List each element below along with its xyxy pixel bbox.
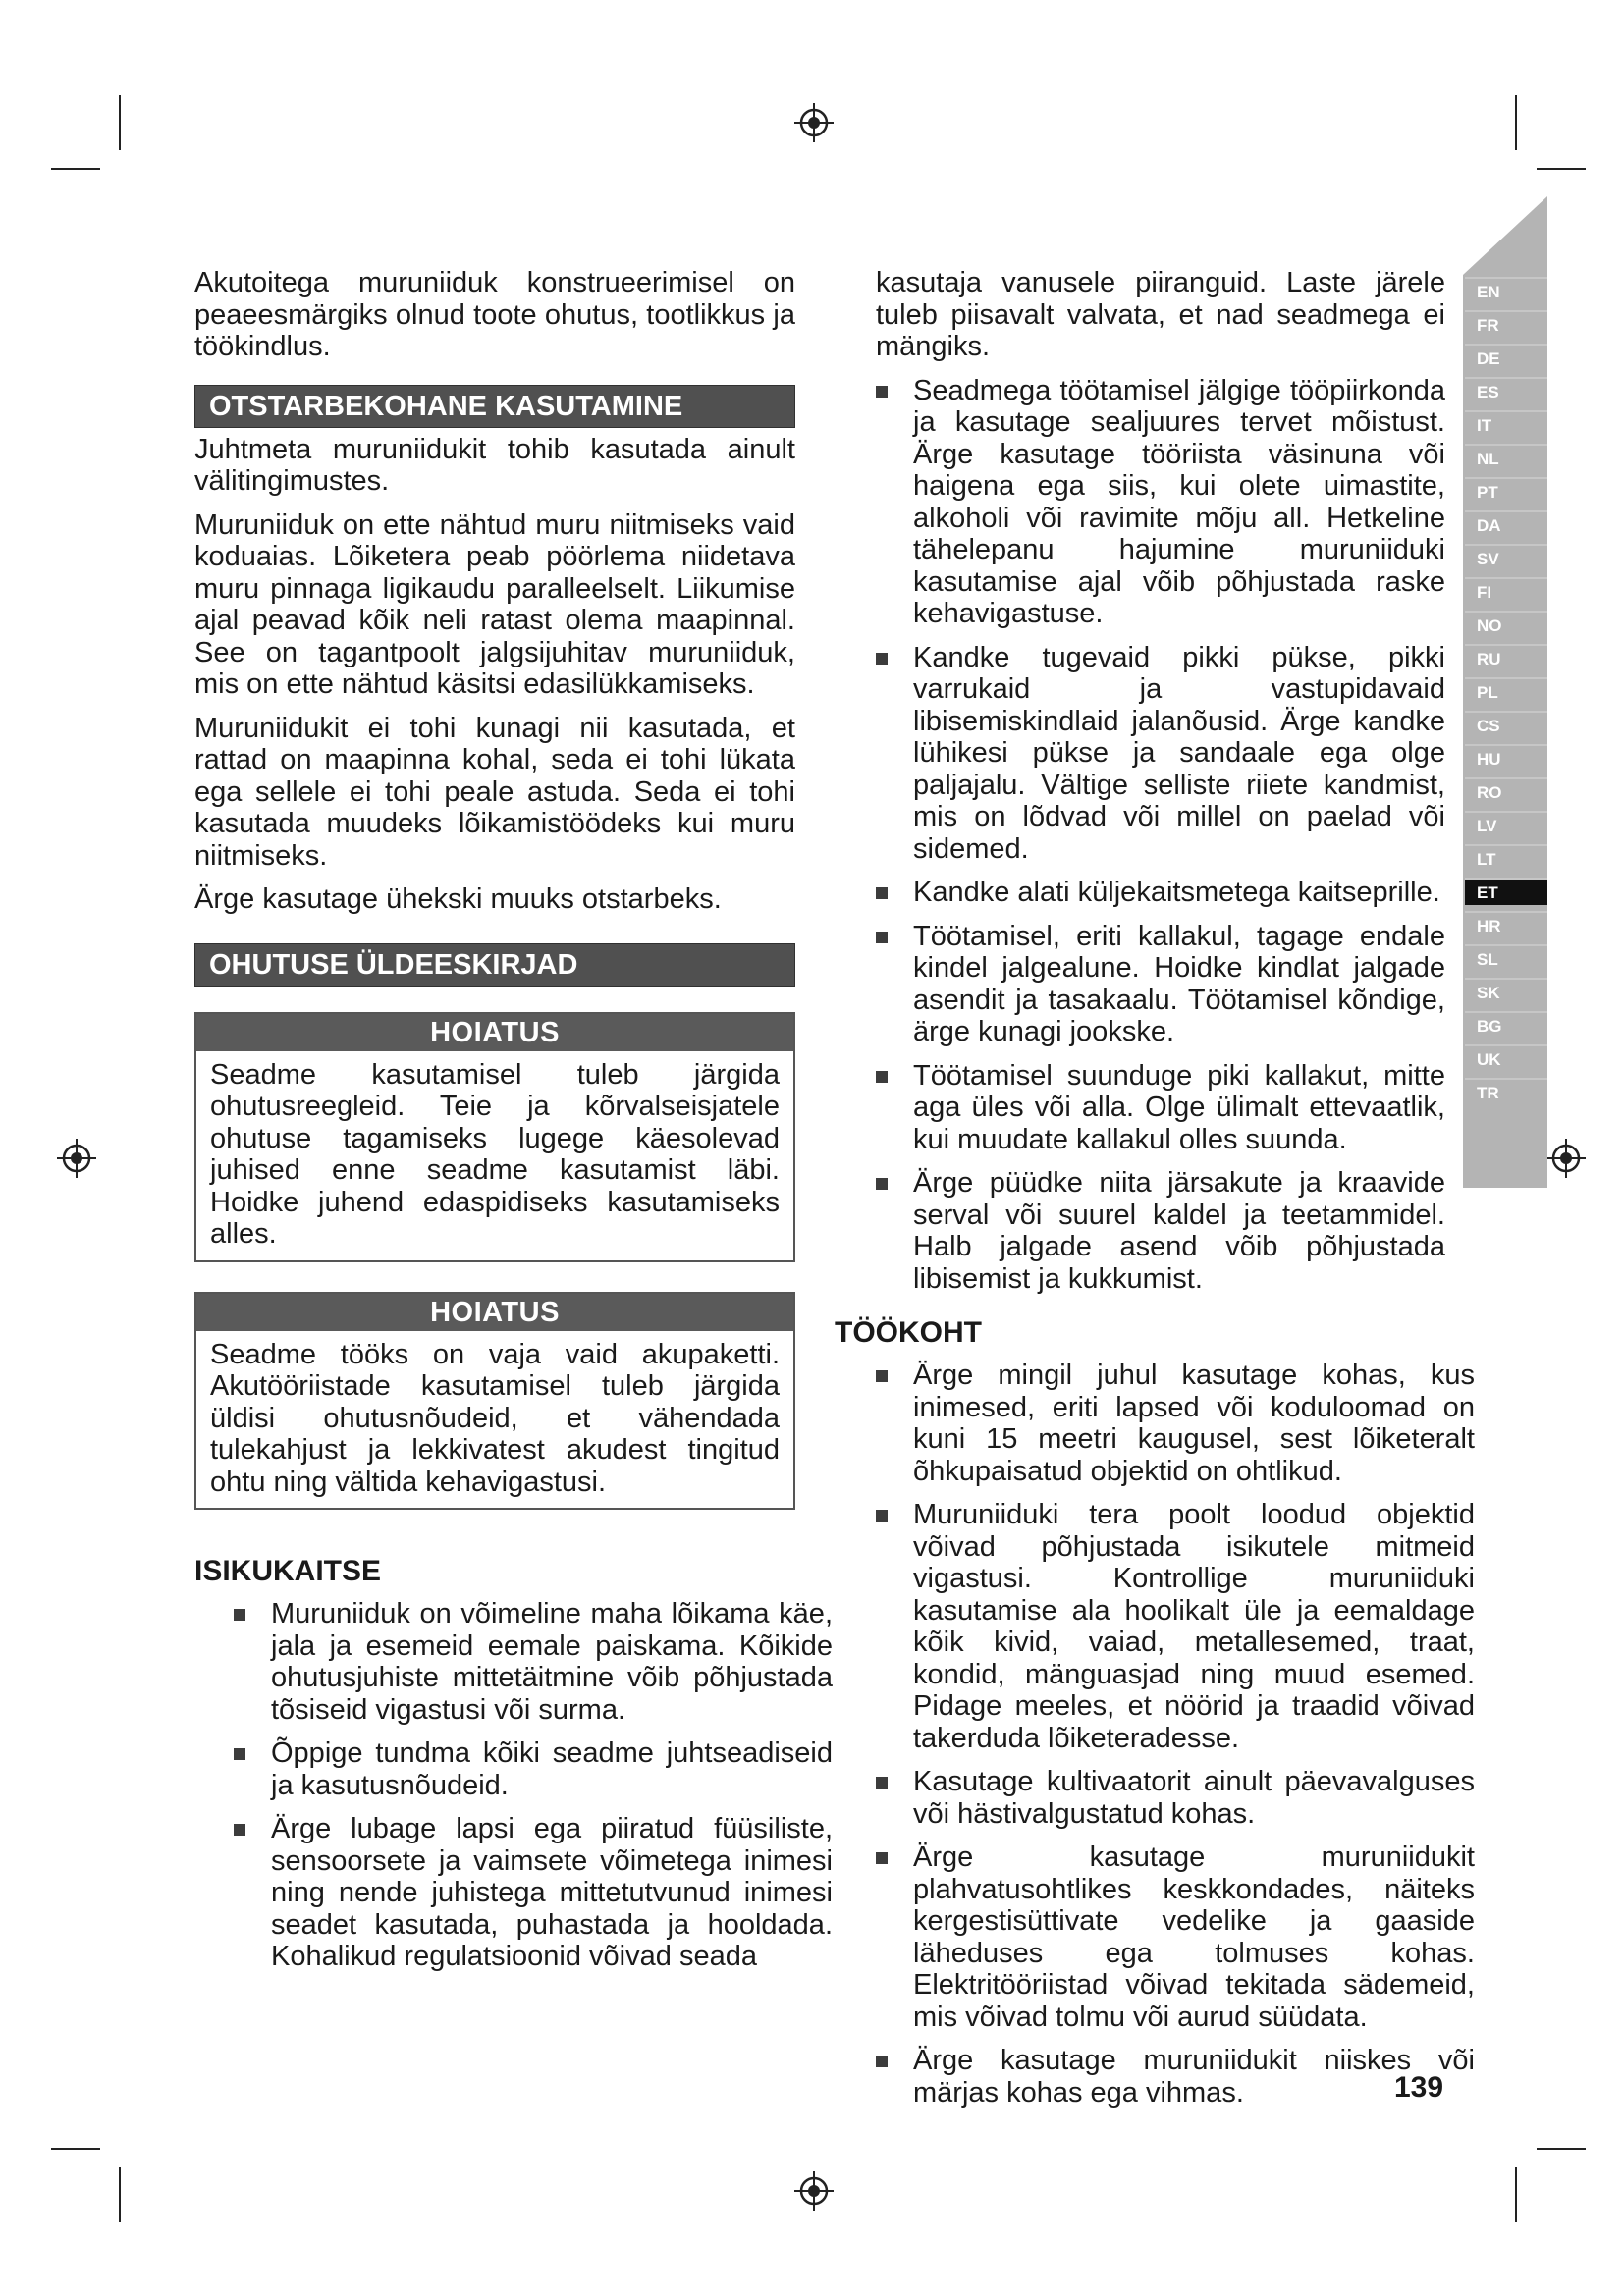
registration-mark-icon — [794, 2171, 834, 2211]
crop-mark-bottom-left-v — [119, 2167, 121, 2222]
language-tab-tr[interactable]: TR — [1465, 1078, 1547, 1105]
language-tab-lt[interactable]: LT — [1465, 844, 1547, 872]
paragraph: Muruniidukit ei tohi kunagi nii kasutada, et rattad on maapinna kohal, seda ei tohi lükata ega sellele ei tohi peale astuda. Seda ei tohi kasutada muudeks lõikamistöödeks kui muru niitmiseks. — [194, 712, 795, 872]
section-heading-intended-use: OTSTARBEKOHANE KASUTAMINE — [194, 385, 795, 428]
right-column — [835, 267, 1475, 2120]
list-item: Õppige tundma kõiki seadme juhtseadiseid ja kasutusnõudeid. — [234, 1737, 833, 1801]
list-item: Ärge mingil juhul kasutage kohas, kus inimesed, eriti lapsed või koduloomad on kuni 15 meetri kaugusel, sest lõiketeralt õhkupaisatud objektid on ohtlikud. — [876, 1360, 1475, 1487]
bullet-icon — [876, 386, 888, 398]
language-tab-nl[interactable]: NL — [1465, 444, 1547, 471]
bullet-icon — [876, 2056, 888, 2067]
registration-mark-icon — [57, 1139, 96, 1178]
crop-mark-top-right-v — [1515, 95, 1517, 150]
language-tab-lv[interactable]: LV — [1465, 811, 1547, 838]
list-item: Ärge kasutage muruniidukit niiskes või märjas kohas ega vihmas. — [876, 2045, 1475, 2109]
language-tab-pl[interactable]: PL — [1465, 677, 1547, 705]
bullet-icon — [876, 1178, 888, 1190]
language-tab-hu[interactable]: HU — [1465, 744, 1547, 772]
bullet-icon — [234, 1748, 245, 1760]
list-item: Seadmega töötamisel jälgige tööpiirkonda ja kasutage sealjuures tervet mõistust. Ärge kasutage tööriista väsinuna või haigena ega siis, kui olete uimastite, alkoholi või ravimite mõju all. Hetkeline tähelepanu hajumine muruniiduki kasutamise ajal võib põhjustada raske kehavigastuse. — [876, 375, 1445, 630]
paragraph: Muruniiduk on ette nähtud muru niitmiseks vaid koduaias. Lõiketera peab pöörlema niidetava muru pinnaga ligikaudu paralleelselt. Liikumise ajal peavad kõik neli ratast olema maapinnal. See on tagantpoolt jalgsijuhitav muruniiduk, mis on ette nähtud käsitsi edasilükkamiseks. — [194, 508, 795, 700]
bullet-icon — [876, 932, 888, 943]
warning-box — [194, 1012, 795, 1262]
language-tab-bg[interactable]: BG — [1465, 1011, 1547, 1039]
list-item: Kandke tugevaid pikki pükse, pikki varrukaid ja vastupidavaid libisemiskindlaid jalanõusid. Ärge kandke lühikesi pükse ja sandaale ega olge paljajalu. Vältige selliste riiete kandmist, mis on lõdvad või millel on paelad või sidemed. — [876, 642, 1445, 866]
list-item: Ärge püüdke niita järsakute ja kraavide serval või suurel kaldel ja teetammidel. Halb jalgade asend võib põhjustada libisemist ja kukkumist. — [876, 1167, 1445, 1295]
bullet-icon — [876, 1370, 888, 1382]
crop-mark-bottom-right-v — [1515, 2167, 1517, 2222]
subheading-workplace: TÖÖKOHT — [835, 1316, 982, 1349]
bullet-icon — [876, 1071, 888, 1083]
bullet-list — [835, 267, 1445, 1295]
paragraph: Ärge kasutage ühekski muuks otstarbeks. — [194, 883, 722, 915]
language-tab-et[interactable]: ET — [1465, 878, 1547, 905]
language-tab-cs[interactable]: CS — [1465, 711, 1547, 738]
section-heading-general-safety: OHUTUSE ÜLDEESKIRJAD — [194, 943, 795, 987]
language-tab-ro[interactable]: RO — [1465, 777, 1547, 805]
list-item: Muruniiduk on võimeline maha lõikama käe, jala ja esemeid eemale paiskama. Kõikide ohutusjuhiste mittetäitmine võib põhjustada tõsiseid vigastusi või surma. — [234, 1598, 833, 1726]
bullet-icon — [876, 1777, 888, 1789]
continuation-paragraph: kasutaja vanusele piiranguid. Laste järele tuleb piisavalt valvata, et nad seadmega ei mängiks. — [876, 267, 1445, 362]
registration-mark-icon — [1546, 1139, 1586, 1178]
language-tab-sk[interactable]: SK — [1465, 978, 1547, 1005]
paragraph: Juhtmeta muruniidukit tohib kasutada ainult välitingimustes. — [194, 433, 795, 497]
list-item: Töötamisel suunduge piki kallakut, mitte aga üles või alla. Olge ülimalt ettevaatlik, kui muudate kallakul olles suunda. — [876, 1060, 1445, 1156]
warning-text: Seadme kasutamisel tuleb järgida ohutusreegleid. Teie ja kõrvalseisjatele ohutuse tagamiseks lugege käesolevad juhised enne seadme kasutamist läbi. Hoidke juhend edaspidiseks kasutamiseks alles. — [210, 1058, 780, 1250]
list-item: Ärge lubage lapsi ega piiratud füüsiliste, sensoorsete ja vaimsete võimetega inimesi ning nende juhistega mittetutvunud inimesi seadet kasutada, puhastada ja hooldada. Kohalikud regulatsioonid võivad seada — [234, 1813, 833, 1973]
crop-mark-bottom-left-h — [51, 2148, 100, 2150]
language-tab-no[interactable]: NO — [1465, 611, 1547, 638]
language-tab-it[interactable]: IT — [1465, 410, 1547, 438]
left-column — [194, 267, 833, 1985]
list-item: Ärge kasutage muruniidukit plahvatusohtlikes keskkondades, näiteks kergestisüttivate vedelike ja gaaside läheduses ega tolmuses kohas. Elektritööriistad võivad tekitada sädemeid, mis võivad tolmu või aurud süüdata. — [876, 1842, 1475, 2033]
intro-paragraph: Akutoitega muruniiduk konstrueerimisel on peaeesmärgiks olnud toote ohutus, tootlikkus ja töökindlus. — [194, 267, 795, 362]
language-tab-pt[interactable]: PT — [1465, 477, 1547, 505]
crop-mark-bottom-right-h — [1537, 2148, 1586, 2150]
bullet-icon — [876, 1852, 888, 1864]
bullet-icon — [876, 653, 888, 665]
warning-box — [194, 1292, 795, 1511]
warning-title: HOIATUS — [196, 1294, 793, 1331]
bullet-icon — [234, 1824, 245, 1836]
warning-title: HOIATUS — [196, 1014, 793, 1051]
crop-mark-top-left-v — [119, 95, 121, 150]
language-tab-es[interactable]: ES — [1465, 377, 1547, 404]
list-item: Kasutage kultivaatorit ainult päevavalguses või hästivalgustatud kohas. — [876, 1766, 1475, 1830]
language-tab-uk[interactable]: UK — [1465, 1044, 1547, 1072]
list-item: Kandke alati küljekaitsmetega kaitseprille. — [876, 877, 1445, 909]
language-tab-da[interactable]: DA — [1465, 510, 1547, 538]
bullet-list — [835, 1360, 1475, 2109]
language-tab-ru[interactable]: RU — [1465, 644, 1547, 671]
language-tab-de[interactable]: DE — [1465, 344, 1547, 371]
bullet-icon — [234, 1609, 245, 1621]
language-tab-hr[interactable]: HR — [1465, 911, 1547, 938]
list-item: Töötamisel, eriti kallakul, tagage endale kindel jalgealune. Hoidke kindlat jalgade asendit ja tasakaalu. Töötamisel kõndige, ärge kunagi jookske. — [876, 921, 1445, 1048]
subheading-personal-protection: ISIKUKAITSE — [194, 1555, 382, 1587]
crop-mark-top-left-h — [51, 168, 100, 170]
warning-text: Seadme tööks on vaja vaid akupaketti. Akutööriistade kasutamisel tuleb järgida üldisi ohutusnõudeid, et vähendada tulekahjust ja lekkivatest akudest tingitud ohtu ning vältida kehavigastusi. — [210, 1338, 780, 1498]
list-item: Muruniiduki tera poolt loodud objektid võivad põhjustada isikutele mitmeid vigastusi. Kontrollige muruniiduki kasutamise ala hoolikalt üle ja eemaldage kõik kivid, vaiad, metallesemed, traat, kondid, mänguasjad ning muud esemed. Pidage meeles, et nöörid ja traadid võivad takerduda lõiketeradesse. — [876, 1499, 1475, 1754]
language-tab-sv[interactable]: SV — [1465, 544, 1547, 571]
language-tab-fi[interactable]: FI — [1465, 577, 1547, 605]
bullet-icon — [876, 887, 888, 899]
bullet-icon — [876, 1510, 888, 1522]
language-tab-fr[interactable]: FR — [1465, 310, 1547, 338]
bullet-list — [194, 1598, 833, 1973]
page-number: 139 — [1394, 2071, 1444, 2104]
registration-mark-icon — [794, 103, 834, 142]
language-tab-sl[interactable]: SL — [1465, 944, 1547, 972]
language-tab-en[interactable]: EN — [1465, 277, 1547, 304]
crop-mark-top-right-h — [1537, 168, 1586, 170]
